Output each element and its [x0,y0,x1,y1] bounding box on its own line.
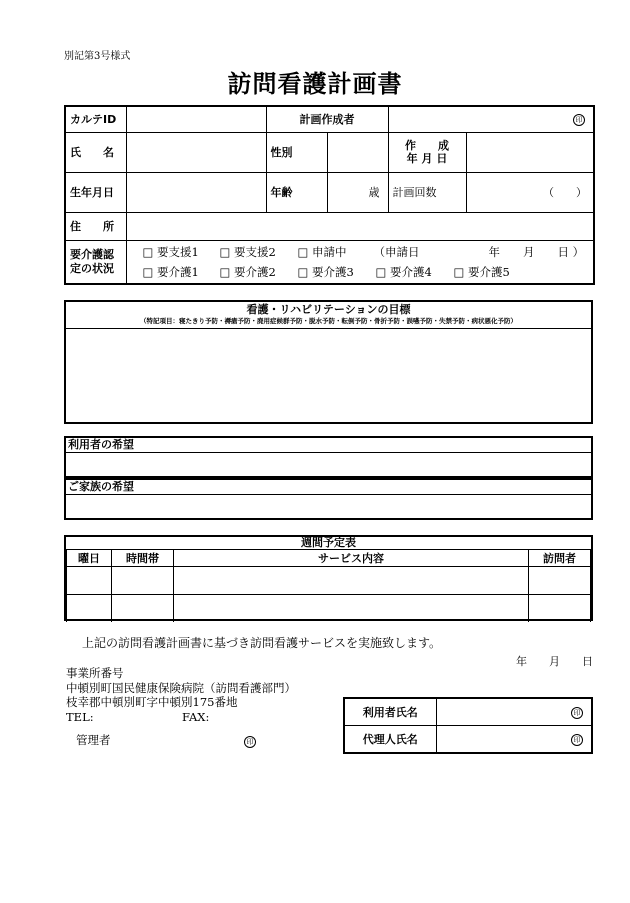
seal-icon: 印 [571,734,583,746]
checkbox-support2[interactable]: □ 要支援2 [219,244,276,259]
schedule-cell[interactable] [67,595,112,622]
checkbox-care4[interactable]: □ 要介護4 [375,264,432,279]
plan-author-field[interactable] [388,106,594,132]
user-wish-section [64,436,593,478]
checkbox-support1[interactable]: □ 要支援1 [142,244,199,259]
family-wish-field[interactable] [66,495,591,521]
schedule-col-visitor: 訪問者 [529,550,591,567]
checkbox-care1[interactable]: □ 要介護1 [142,264,199,279]
schedule-cell[interactable] [174,567,529,595]
care-status-options [126,240,594,284]
created-date-label [388,132,466,172]
user-wish-label: 利用者の希望 [66,438,591,453]
name-label: 氏 名 [65,132,126,172]
service-statement: 上記の訪問看護計画書に基づき訪問看護サービスを実施致します。 [82,636,442,650]
name-field[interactable] [126,132,266,172]
office-info [66,666,296,748]
goals-field[interactable] [66,329,591,425]
sex-field[interactable] [327,132,388,172]
manager-line [66,733,296,748]
goals-section [64,300,593,424]
seal-icon: 印 [244,736,256,748]
agent-name-field[interactable] [436,726,592,754]
sex-label: 性別 [266,132,327,172]
user-wish-field[interactable] [66,453,591,479]
age-field[interactable] [327,172,388,212]
schedule-col-time: 時間帯 [112,550,174,567]
application-date-tail: 年 月 日 ） [488,244,585,259]
birthdate-label: 生年月日 [65,172,126,212]
office-number: 事業所番号 [66,666,124,680]
family-wish-section [64,478,593,520]
plan-author-label: 計画作成者 [266,106,388,132]
plan-count-field[interactable]: （ ） [466,172,594,212]
user-name-label: 利用者氏名 [344,698,436,726]
karte-id-field[interactable] [126,106,266,132]
address-label: 住 所 [65,212,126,240]
seal-icon: 印 [571,707,583,719]
schedule-cell[interactable] [67,567,112,595]
statement-date: 年 月 日 [516,655,593,668]
address-field[interactable] [126,212,594,240]
schedule-cell[interactable] [529,595,591,622]
checkbox-care3[interactable]: □ 要介護3 [297,264,354,279]
schedule-cell[interactable] [112,595,174,622]
goals-title: 看護・リハビリテーションの目標 [246,303,411,316]
family-wish-label: ご家族の希望 [66,480,591,495]
goals-note: （特記項目：寝たきり予防・褥瘡予防・廃用症候群予防・脱水予防・転倒予防・骨折予防・誤嚥予防・失禁予防・病状悪化予防） [140,317,517,325]
fax-label: FAX: [182,709,210,724]
signature-table [343,697,593,754]
karte-id-label: カルテID [65,106,126,132]
created-date-label-line1: 作 成 [405,139,449,152]
care-status-label-line1: 要介護認 [70,247,114,261]
age-label: 年齢 [266,172,327,212]
schedule-title: 週間予定表 [66,537,591,550]
application-date-label: （申請日 [373,244,420,259]
document-title: 訪問看護計画書 [227,70,403,98]
patient-info-table [64,105,595,285]
schedule-row [67,567,591,595]
seal-icon: 印 [573,114,585,126]
schedule-table [66,550,591,622]
office-contact [66,710,296,725]
form-code: 別記第3号様式 [64,51,131,62]
goals-header [66,302,591,329]
user-name-field[interactable] [436,698,592,726]
manager-label: 管理者 [76,733,111,747]
created-date-label-line2: 年 月 日 [406,152,448,165]
plan-count-label: 計画回数 [388,172,466,212]
created-date-field[interactable] [466,132,594,172]
care-status-label [65,240,126,284]
office-address: 枝幸郡中頓別町字中頓別175番地 [66,695,238,709]
tel-label: TEL: [66,709,94,724]
care-level-row [143,262,590,282]
schedule-cell[interactable] [112,567,174,595]
schedule-cell[interactable] [174,595,529,622]
schedule-row [67,595,591,622]
checkbox-care5[interactable]: □ 要介護5 [453,264,510,279]
care-support-row [143,242,590,262]
schedule-col-service: サービス内容 [174,550,529,567]
checkbox-applying[interactable]: □ 申請中 [297,244,347,259]
birthdate-field[interactable] [126,172,266,212]
office-name: 中頓別町国民健康保険病院（訪問看護部門） [66,680,296,695]
age-unit: 歳 [368,186,380,199]
checkbox-care2[interactable]: □ 要介護2 [219,264,276,279]
agent-name-label: 代理人氏名 [344,726,436,754]
schedule-cell[interactable] [529,567,591,595]
schedule-col-day: 曜日 [67,550,112,567]
weekly-schedule [64,535,593,621]
care-status-label-line2: 定の状況 [70,261,114,275]
